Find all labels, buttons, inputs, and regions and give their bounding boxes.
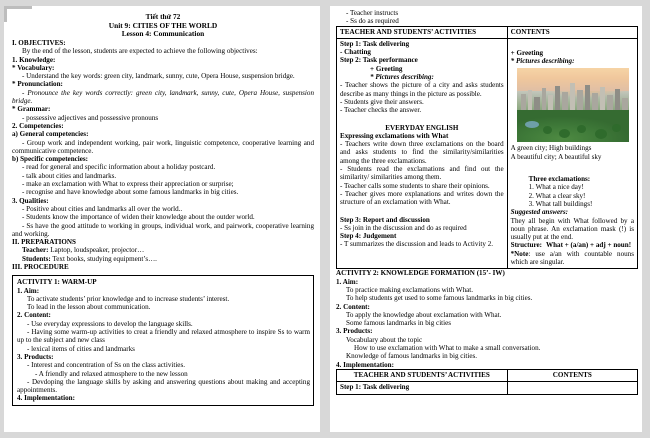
photo-caption-1: A green city; High buildings — [510, 144, 592, 153]
contents-pictures-label: * Pictures describing: — [510, 57, 575, 66]
activity-1-products-heading: 3. Products: — [17, 352, 54, 361]
activity-1-content-item: - Having some warm-up activities to creat a friendly and relaxed atmosphere to inspire Ss to warm up to the subject and new class — [17, 328, 310, 345]
note-label: *Note — [510, 249, 529, 258]
table1-col1-header: TEACHER AND STUDENTS’ ACTIVITIES — [337, 26, 508, 38]
activity-1-implementation-heading: 4. Implementation: — [17, 394, 75, 403]
pronunciation-label: * Pronunciation: — [12, 80, 63, 89]
step-1-sub: - Chatting — [340, 48, 371, 57]
exclamation-item: 1. What a nice day! — [528, 183, 584, 192]
activity-1-content-item: - lexical items of cities and landmarks — [27, 344, 135, 353]
table-header-row — [337, 26, 638, 38]
step-4: Step 4: Judgement — [340, 232, 397, 241]
step-4-sub: - T summarizes the discussion and leads to Activity 2. — [340, 240, 494, 249]
page-left — [4, 6, 320, 432]
table2-contents-cell — [507, 382, 637, 394]
vocabulary-text: - Understand the key words: green city, landmark, sunny, cute, Opera House, suspension bridge. — [22, 72, 295, 81]
activity-2-table — [336, 369, 638, 395]
table1-activities-cell — [337, 38, 508, 268]
step-1: Step 1: Task delivering — [340, 39, 410, 48]
activity-1-title: ACTIVITY 1: WARM-UP — [17, 278, 97, 287]
structure-value: What + (a/an) + adj + noun! — [546, 241, 632, 250]
step-2: Step 2: Task performance — [340, 56, 418, 65]
general-competencies-label: a) General competencies: — [12, 130, 89, 139]
activity-1-product-item: - Devdoping the language skills by asking and answering questions about making and accepting appointments. — [17, 377, 310, 395]
page-corner-mark — [4, 6, 32, 9]
unit-title: Unit 9: CITIES OF THE WORLD — [108, 20, 218, 30]
preparations-teacher-label: Teacher: — [22, 246, 49, 255]
activity-1-aim-item: To activate students’ prior knowledge and to increase students’ interest. — [27, 294, 230, 303]
vocabulary-label: * Vocabulary: — [12, 63, 55, 72]
step-3: Step 3: Report and discussion — [340, 215, 430, 224]
general-competencies-text: - Group work and independent working, pair work, linguistic competence, cooperative learning and communicative competence. — [12, 138, 314, 155]
objectives-intro: By the end of the lesson, students are expected to achieve the following objectives: — [22, 47, 258, 56]
activity-2-content-item: Some famous landmarks in big cities — [346, 319, 452, 328]
activity-1-content-heading: 2. Content: — [17, 311, 51, 320]
expressing-exclamations-heading: Expressing exclamations with What — [340, 131, 449, 140]
activity-1-aim-heading: 1. Aim: — [17, 286, 40, 295]
teacher-checks-text: - Teacher checks the answer. — [340, 106, 422, 115]
activity-2-product-item: Knowledge of famous landmarks in big cities. — [346, 352, 478, 361]
step-2-greeting: + Greeting — [370, 64, 403, 73]
preparations-teacher — [12, 246, 314, 254]
activity-2-title: ACTIVITY 2: KNOWLEDGE FORMATION (15’- IW) — [336, 269, 505, 278]
activity-1-box — [12, 275, 314, 405]
table1-col2-header: CONTENTS — [507, 26, 637, 38]
students-give-text: - Students give their answers. — [340, 97, 424, 106]
preparations-students-label: Students: — [22, 254, 51, 263]
top-note: - Ss do as required — [346, 17, 399, 26]
note-text: : use a/an with countable nouns which are singular. — [510, 249, 634, 267]
quality-item: - Positive about cities and landmarks all over the world.. — [22, 204, 183, 213]
grammar-label: * Grammar: — [12, 105, 51, 114]
quality-item: - Ss have the good attitude to working in groups, individual work, and pairwork, cooperative learning and working. — [12, 221, 314, 238]
teacher-calls-text: - Teacher calls some students to share their opinions. — [340, 181, 490, 190]
qualities-heading: 3. Qualities: — [12, 196, 49, 205]
table1-contents-cell — [507, 38, 637, 268]
activity-1-product-item: - A friendly and relaxed atmosphere to the new lesson — [35, 369, 188, 378]
activity-1-content-item: - Use everyday expressions to develop the language skills. — [27, 319, 193, 328]
teacher-shows-text: - Teacher shows the picture of a city and asks students describe as many things in the picture as possible. — [340, 81, 504, 98]
activity-2-content-item: To apply the knowledge about exclamation with What. — [346, 310, 502, 319]
preparations-students — [12, 255, 314, 263]
note-line — [511, 250, 634, 267]
step-3-sub: - Ss join in the discussion and do as required — [340, 223, 467, 232]
suggested-answers-text: They all begin with What followed by a noun phrase. An exclamation mask (!) is usually put at the end. — [510, 216, 634, 242]
table2-col1-header: TEACHER AND STUDENTS’ ACTIVITIES — [337, 369, 508, 381]
activity-1-aim-item: To lead in the lesson about communication. — [27, 303, 151, 312]
exclamation-item: 2. What a clear sky! — [528, 191, 586, 200]
objectives-heading: I. OBJECTIVES: — [12, 38, 66, 47]
students-read-text: - Students read the exclamations and find out the similarity/ similarities among them. — [340, 165, 504, 182]
three-exclamations-title: Three exclamations: — [528, 175, 591, 184]
grammar-text: - possessive adjectives and possessive pronouns — [22, 113, 159, 122]
page-gap — [320, 0, 330, 438]
procedure-heading: III. PROCEDURE — [12, 262, 69, 271]
activity-2-aim-item: To help students get used to some famous landmarks in big cities. — [346, 294, 533, 303]
top-note: - Teacher instructs — [346, 9, 399, 17]
activity-1-table — [336, 26, 638, 270]
teachers-write-text: - Teachers write down three exclamations on the board and asks students to find the similarity/similarities among the three exclamations. — [340, 140, 504, 165]
everyday-english-heading: EVERYDAY ENGLISH — [385, 123, 459, 132]
contents-greeting: + Greeting — [510, 48, 544, 57]
activity-2-aim-heading: 1. Aim: — [336, 277, 359, 286]
table-row — [337, 382, 638, 394]
lesson-number: Tiết thứ 72 — [145, 12, 181, 21]
city-photo — [517, 68, 629, 142]
quality-item: - Students know the importance of widen their knowledge about the outder world. — [22, 213, 255, 222]
suggested-answers-label: Suggested answers: — [510, 208, 568, 217]
preparations-teacher-value: Laptop, loudspeaker, projector… — [48, 246, 145, 255]
preparations-students-value: Text books, studying equipment’s…. — [50, 254, 157, 263]
activity-2-implementation-heading: 4. Implementation: — [336, 360, 394, 369]
table2-col2-header: CONTENTS — [507, 369, 637, 381]
activity-1-product-item: - Interest and concentration of Ss on the class activities. — [27, 361, 185, 370]
specific-item: - read for general and specific information about a holiday postcard. — [22, 163, 216, 172]
photo-caption-2: A beautiful city; A beautiful sky — [510, 152, 602, 161]
page-corner-mark-vertical — [4, 6, 7, 22]
step-2-pictures: * Pictures describing: — [370, 73, 434, 82]
specific-item: - make an exclamation with What to express their appreciation or surprise; — [22, 180, 234, 189]
competencies-heading: 2. Competencies: — [12, 121, 64, 130]
teacher-gives-text: - Teacher gives more explanations and writes down the structure of an exclamation with What. — [340, 189, 504, 207]
activity-2-product-item: Vocabulary about the topic — [346, 335, 423, 344]
activity-2-products-heading: 3. Products: — [336, 327, 373, 336]
exclamation-item: 3. What tall buildings! — [528, 199, 593, 208]
specific-item: - talk about cities and landmarks. — [22, 171, 117, 180]
structure-label: Structure: — [510, 241, 543, 250]
lesson-title: Lesson 4: Communication — [121, 29, 205, 39]
structure-line — [511, 241, 634, 249]
activity-2-product-item: How to use exclamation with What to make a small conversation. — [354, 344, 541, 353]
specific-competencies-label: b) Specific competencies: — [12, 155, 89, 164]
activity-2-content-heading: 2. Content: — [336, 302, 370, 311]
table-row — [337, 38, 638, 268]
table2-step-1: Step 1: Task delivering — [340, 383, 410, 392]
table2-activities-cell — [337, 382, 508, 394]
page-right — [330, 6, 642, 432]
knowledge-heading: 1. Knowledge: — [12, 55, 56, 64]
pronunciation-text: - Pronounce the key words correctly: green city, landmark, sunny, cute, Opera House, suspension bridge. — [12, 88, 314, 106]
table-header-row — [337, 369, 638, 381]
activity-2-aim-item: To practice making exclamations with What. — [346, 285, 474, 294]
specific-item: - recognise and have knowledge about some famous landmarks in big cities. — [22, 188, 239, 197]
preparations-heading: II. PREPARATIONS — [12, 238, 76, 247]
